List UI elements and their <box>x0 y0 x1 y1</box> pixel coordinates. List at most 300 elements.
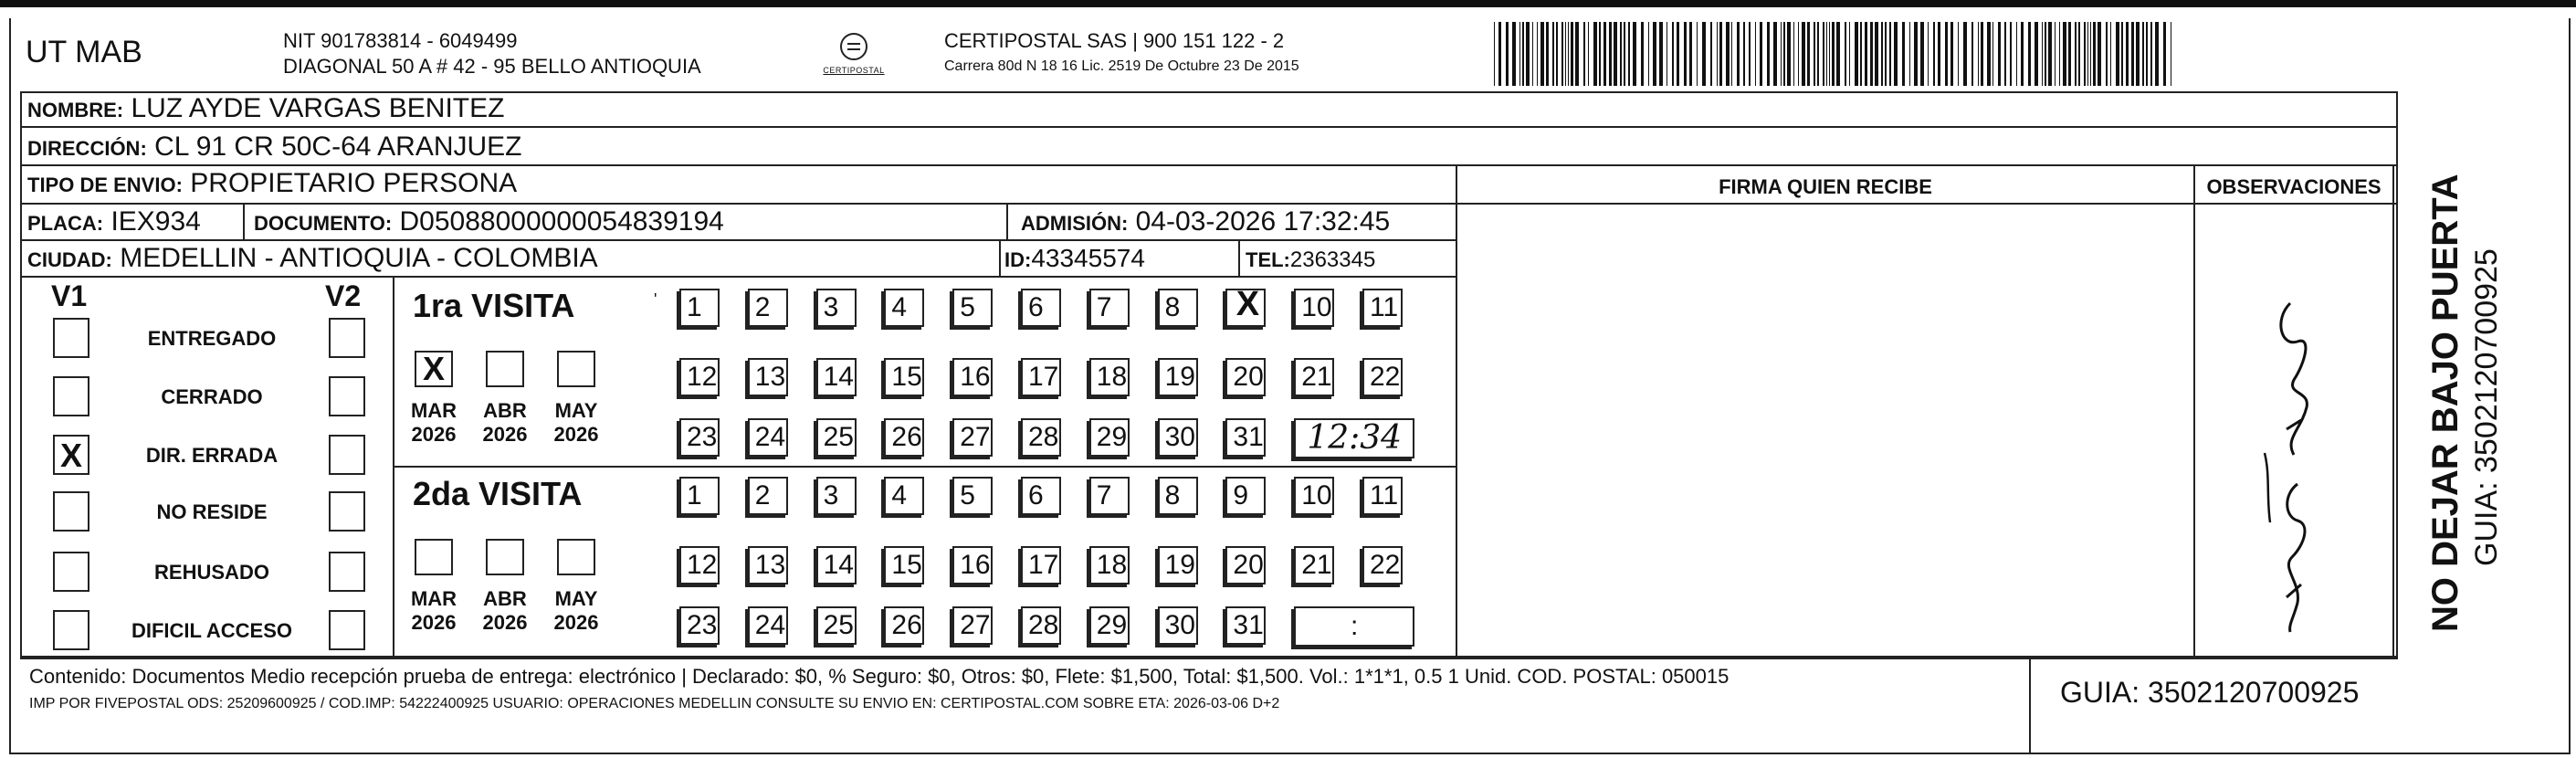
field-direccion <box>27 133 522 163</box>
barcode-bar <box>1849 22 1850 86</box>
barcode-bar <box>1633 22 1636 86</box>
field-tipo-envio <box>27 170 517 199</box>
barcode-bar <box>1532 22 1533 86</box>
v2-header: V2 <box>325 279 362 312</box>
day-box[interactable] <box>884 289 924 327</box>
barcode-bar <box>1760 22 1762 86</box>
barcode-bar <box>2016 22 2017 86</box>
check-mark: X <box>59 437 82 474</box>
day-number: 28 <box>1028 610 1059 640</box>
top-rule <box>0 0 2576 7</box>
stray-mark: ' <box>654 290 657 309</box>
barcode-bar <box>1870 22 1873 86</box>
barcode-bar <box>2131 22 2134 86</box>
field-id <box>1004 245 1145 274</box>
day-box[interactable] <box>952 418 993 457</box>
barcode-bar <box>2010 22 2012 86</box>
col-divider <box>1238 239 1240 276</box>
day-number: 4 <box>891 292 908 322</box>
day-number: 29 <box>1096 610 1128 640</box>
barcode-bar <box>1641 22 1644 86</box>
col-divider <box>2029 656 2031 753</box>
col-divider <box>1456 164 1457 658</box>
ciudad-label: CIUDAD: <box>27 248 112 271</box>
v2-checkbox[interactable] <box>329 491 365 532</box>
day-box[interactable] <box>1225 358 1266 396</box>
col-divider <box>999 239 1001 276</box>
barcode-bar <box>1817 22 1819 86</box>
month-year: 2026 <box>411 611 457 634</box>
row-divider <box>20 203 2398 205</box>
day-number: 11 <box>1370 292 1399 322</box>
check-mark: X <box>1235 285 1260 323</box>
month-checkbox[interactable] <box>557 351 595 387</box>
barcode-bar <box>1889 22 1891 86</box>
barcode-bar <box>1710 22 1712 86</box>
barcode-bar <box>2028 22 2031 86</box>
barcode-bar <box>2116 22 2119 86</box>
col-divider <box>393 276 394 658</box>
barcode-bar <box>1978 22 1979 86</box>
direccion-value: CL 91 CR 50C-64 ARANJUEZ <box>154 132 522 162</box>
month-label: ABR <box>483 399 527 422</box>
barcode-bar <box>1575 22 1579 86</box>
barcode-bar <box>1537 22 1538 86</box>
barcode-bar <box>1556 22 1558 86</box>
day-number: 15 <box>891 362 922 392</box>
day-number: 26 <box>891 422 922 452</box>
barcode-bar <box>1519 22 1520 86</box>
barcode-bar <box>1614 22 1617 86</box>
barcode-bar <box>1743 22 1745 86</box>
documento-label: DOCUMENTO: <box>254 212 393 235</box>
day-number: 17 <box>1028 362 1059 392</box>
day-box[interactable] <box>1225 477 1266 515</box>
barcode-bar <box>2059 22 2060 86</box>
v2-checkbox[interactable] <box>329 435 365 475</box>
day-box[interactable] <box>884 358 924 396</box>
row-divider <box>20 164 2398 166</box>
day-box[interactable] <box>884 477 924 515</box>
barcode-bar <box>1814 22 1815 86</box>
barcode-bar <box>1971 22 1973 86</box>
col-divider <box>2193 164 2195 658</box>
month-checkbox[interactable] <box>415 351 453 387</box>
day-number: 14 <box>823 550 854 580</box>
day-box[interactable] <box>679 358 720 396</box>
day-box[interactable] <box>1362 477 1403 515</box>
day-number: 8 <box>1164 480 1181 511</box>
nombre-label: NOMBRE: <box>27 99 124 121</box>
barcode-bar <box>2004 22 2006 86</box>
status-label: REHUSADO <box>154 561 269 584</box>
visit2-title: 2da VISITA <box>413 475 583 512</box>
day-number: 13 <box>754 362 786 392</box>
day-number: 22 <box>1370 550 1401 580</box>
day-box[interactable] <box>748 418 788 457</box>
day-box[interactable] <box>1021 418 1061 457</box>
day-box[interactable] <box>1089 418 1130 457</box>
barcode-bar <box>1958 22 1959 86</box>
barcode-bar <box>1836 22 1840 86</box>
day-number: 28 <box>1028 422 1059 452</box>
barcode-bar <box>2042 22 2043 86</box>
footer-guia: GUIA: 3502120700925 <box>2060 676 2360 709</box>
day-box[interactable] <box>1089 289 1130 327</box>
barcode-bar <box>1583 22 1585 86</box>
barcode-bar <box>1885 22 1887 86</box>
barcode-bar <box>1950 22 1953 86</box>
barcode-bar <box>1506 22 1509 86</box>
tipo-envio-value: PROPIETARIO PERSONA <box>190 168 518 198</box>
day-box[interactable] <box>1225 285 1266 327</box>
day-box[interactable] <box>679 546 720 584</box>
barcode-bar <box>2142 22 2144 86</box>
barcode-bar <box>1894 22 1898 86</box>
day-number: 9 <box>1233 480 1249 511</box>
month-year: 2026 <box>482 611 528 634</box>
documento-value: D05088000000054839194 <box>399 206 724 237</box>
barcode-bar <box>1697 22 1698 86</box>
day-number: 5 <box>960 480 975 511</box>
day-box[interactable] <box>1021 477 1061 515</box>
barcode-bar <box>1781 22 1782 86</box>
barcode-bar <box>2150 22 2152 86</box>
day-number: 3 <box>823 480 839 511</box>
day-box[interactable] <box>1089 358 1130 396</box>
barcode-bar <box>1571 22 1573 86</box>
day-box[interactable] <box>816 477 857 515</box>
barcode <box>1494 22 2177 86</box>
day-number: 17 <box>1028 550 1059 580</box>
day-box[interactable] <box>816 289 857 327</box>
day-box[interactable] <box>1294 546 1334 584</box>
day-number: 11 <box>1370 480 1399 511</box>
barcode-bar <box>1981 22 1983 86</box>
day-box[interactable] <box>1021 289 1061 327</box>
day-box[interactable] <box>884 418 924 457</box>
day-box[interactable] <box>1158 358 1198 396</box>
carrier-name: CERTIPOSTAL SAS | 900 151 122 - 2 <box>944 29 1285 52</box>
barcode-bar <box>1855 22 1858 86</box>
day-number: 23 <box>687 610 718 640</box>
handwritten-observation <box>2210 292 2356 639</box>
v2-checkbox[interactable] <box>329 610 365 650</box>
day-box[interactable] <box>952 358 993 396</box>
day-number: 26 <box>891 610 922 640</box>
barcode-bar <box>1881 22 1883 86</box>
status-label: NO RESIDE <box>156 500 268 523</box>
placa-value: IEX934 <box>110 206 201 237</box>
month-label: ABR <box>483 587 527 610</box>
carrier-license: Carrera 80d N 18 16 Lic. 2519 De Octubre 23 De 2015 <box>944 58 1299 74</box>
barcode-bar <box>2090 22 2091 86</box>
nombre-value: LUZ AYDE VARGAS BENITEZ <box>131 93 505 123</box>
id-value: 43345574 <box>1031 244 1145 272</box>
day-box[interactable] <box>1158 606 1198 645</box>
barcode-bar <box>1938 22 1940 86</box>
barcode-bar <box>1902 22 1905 86</box>
barcode-bar <box>2136 22 2140 86</box>
barcode-bar <box>1659 22 1663 86</box>
month-year: 2026 <box>553 611 599 634</box>
row-divider <box>20 239 1457 241</box>
day-number: 10 <box>1301 292 1332 322</box>
barcode-bar <box>1933 22 1935 86</box>
tel-label: TEL: <box>1246 248 1290 271</box>
month-checkbox[interactable] <box>557 539 595 575</box>
barcode-bar <box>1702 22 1706 86</box>
tel-value: 2363345 <box>1289 247 1376 272</box>
field-placa <box>27 208 201 237</box>
day-number: 24 <box>754 422 786 452</box>
company-address: DIAGONAL 50 A # 42 - 95 BELLO ANTIOQUIA <box>283 55 701 78</box>
day-number: 14 <box>823 362 854 392</box>
time-field[interactable]: : <box>1294 606 1414 647</box>
side-text <box>2400 110 2576 639</box>
day-number: 31 <box>1233 610 1264 640</box>
row-divider <box>20 126 2398 128</box>
barcode-bar <box>1677 22 1679 86</box>
day-number: 31 <box>1233 422 1264 452</box>
day-number: 10 <box>1301 480 1332 511</box>
day-number: 27 <box>960 610 991 640</box>
day-number: 5 <box>960 292 975 322</box>
day-number: 24 <box>754 610 786 640</box>
month-year: 2026 <box>482 423 528 446</box>
barcode-bar <box>1787 22 1791 86</box>
day-box[interactable] <box>1225 606 1266 645</box>
day-number: 16 <box>960 362 991 392</box>
day-box[interactable] <box>1089 606 1130 645</box>
company-name: UT MAB <box>26 35 142 69</box>
footer-divider <box>20 656 2398 658</box>
day-box[interactable] <box>884 546 924 584</box>
day-number: 18 <box>1096 550 1128 580</box>
day-number: 27 <box>960 422 991 452</box>
day-box[interactable] <box>1294 358 1334 396</box>
day-box[interactable] <box>1225 546 1266 584</box>
day-number: 2 <box>754 480 771 511</box>
day-number: 13 <box>754 550 786 580</box>
barcode-bar <box>1829 22 1830 86</box>
barcode-bar <box>1568 22 1569 86</box>
v2-checkbox[interactable] <box>329 376 365 416</box>
barcode-bar <box>1561 22 1563 86</box>
day-number: 21 <box>1301 550 1332 580</box>
barcode-bar <box>1987 22 1991 86</box>
barcode-bar <box>1731 22 1732 86</box>
footer-imp: IMP POR FIVEPOSTAL ODS: 25209600925 / COD.IMP: 54222400925 USUARIO: OPERACIONES MEDELLIN CONSULTE SU ENVIO EN: CERTIPOSTAL.COM SOBRE ETA: 2026-03-06 D+2 <box>29 696 1280 711</box>
day-box[interactable] <box>1021 358 1061 396</box>
barcode-bar <box>2146 22 2148 86</box>
footer-content: Contenido: Documentos Medio recepción prueba de entrega: electrónico | Declarado: $0, % Seguro: $0, Otros: $0, Flete: $1,500, Total: $1,500. Vol.: 1*1*1, 0.5 1 Unid. COD. POSTAL: 050015 <box>29 665 1730 688</box>
day-box[interactable] <box>1089 477 1130 515</box>
day-box[interactable] <box>1362 289 1403 327</box>
day-box[interactable] <box>1158 418 1198 457</box>
barcode-bar <box>1689 22 1692 86</box>
status-label: DIR. ERRADA <box>145 444 279 467</box>
day-box[interactable] <box>679 289 720 327</box>
barcode-bar <box>1802 22 1805 86</box>
day-box[interactable] <box>1362 358 1403 396</box>
logo-caption: CERTIPOSTAL <box>823 66 885 75</box>
barcode-bar <box>1653 22 1656 86</box>
day-box[interactable] <box>1158 477 1198 515</box>
field-ciudad <box>27 245 598 274</box>
placa-label: PLACA: <box>27 212 104 235</box>
barcode-bar <box>1998 22 2001 86</box>
barcode-bar <box>1552 22 1554 86</box>
day-box[interactable] <box>748 358 788 396</box>
barcode-bar <box>1963 22 1967 86</box>
barcode-bar <box>1823 22 1824 86</box>
day-box[interactable] <box>1294 289 1334 327</box>
field-nombre <box>27 95 504 124</box>
month-label: MAY <box>554 399 598 422</box>
day-box[interactable] <box>952 477 993 515</box>
day-number: 25 <box>823 610 854 640</box>
barcode-bar <box>1726 22 1730 86</box>
month-year: 2026 <box>553 423 599 446</box>
barcode-bar <box>1593 22 1597 86</box>
certipostal-logo <box>820 33 888 82</box>
barcode-bar <box>1494 22 1495 86</box>
day-box[interactable] <box>816 418 857 457</box>
day-box[interactable] <box>816 546 857 584</box>
barcode-bar <box>2121 22 2123 86</box>
day-box[interactable] <box>679 606 720 645</box>
barcode-bar <box>1992 22 1993 86</box>
day-number: 22 <box>1370 362 1401 392</box>
admision-label: ADMISIÓN: <box>1021 212 1129 235</box>
day-box[interactable] <box>1158 289 1198 327</box>
barcode-bar <box>2163 22 2166 86</box>
barcode-bar <box>1620 22 1622 86</box>
day-number: 15 <box>891 550 922 580</box>
month-label: MAR <box>410 587 457 610</box>
barcode-bar <box>1807 22 1810 86</box>
barcode-bar <box>1498 22 1501 86</box>
barcode-bar <box>1832 22 1835 86</box>
certipostal-emblem-icon <box>840 33 867 60</box>
barcode-bar <box>1628 22 1630 86</box>
barcode-bar <box>2068 22 2071 86</box>
barcode-bar <box>2093 22 2096 86</box>
barcode-bar <box>1826 22 1827 86</box>
barcode-bar <box>2078 22 2080 86</box>
day-box[interactable] <box>952 546 993 584</box>
barcode-bar <box>1737 22 1740 86</box>
day-number: 1 <box>687 480 702 511</box>
barcode-bar <box>1909 22 1910 86</box>
day-box[interactable] <box>1021 606 1061 645</box>
day-box[interactable] <box>748 477 788 515</box>
col-divider <box>243 203 245 241</box>
field-admision <box>1021 208 1390 237</box>
day-box[interactable] <box>1158 546 1198 584</box>
barcode-bar <box>1928 22 1929 86</box>
row-divider <box>20 276 1457 278</box>
direccion-label: DIRECCIÓN: <box>27 137 147 160</box>
day-box[interactable] <box>748 606 788 645</box>
month-year: 2026 <box>411 423 457 446</box>
day-number: 1 <box>687 292 702 322</box>
company-nit: NIT 901783814 - 6049499 <box>283 29 518 52</box>
day-number: 30 <box>1164 610 1195 640</box>
barcode-bar <box>1865 22 1867 86</box>
day-box[interactable] <box>884 606 924 645</box>
barcode-bar <box>1749 22 1751 86</box>
day-number: 7 <box>1096 292 1112 322</box>
month-checkbox[interactable] <box>486 351 524 387</box>
day-number: 29 <box>1096 422 1128 452</box>
day-box[interactable] <box>748 289 788 327</box>
day-box[interactable] <box>1021 546 1061 584</box>
barcode-bar <box>2110 22 2111 86</box>
day-number: 18 <box>1096 362 1128 392</box>
barcode-bar <box>1773 22 1777 86</box>
status-label: CERRADO <box>161 385 263 408</box>
barcode-bar <box>1672 22 1674 86</box>
day-number: 12 <box>687 362 718 392</box>
month-checkbox[interactable] <box>415 539 453 575</box>
barcode-bar <box>2084 22 2086 86</box>
day-box[interactable] <box>816 358 857 396</box>
day-number: 20 <box>1233 362 1264 392</box>
barcode-bar <box>1945 22 1948 86</box>
day-number: 3 <box>823 292 839 322</box>
month-checkbox[interactable] <box>486 539 524 575</box>
day-number: 20 <box>1233 550 1264 580</box>
barcode-bar <box>1793 22 1794 86</box>
day-box[interactable] <box>952 606 993 645</box>
day-box[interactable] <box>679 477 720 515</box>
day-box[interactable] <box>679 418 720 457</box>
barcode-bar <box>1920 22 1924 86</box>
barcode-bar <box>2063 22 2066 86</box>
barcode-bar <box>1798 22 1799 86</box>
barcode-bar <box>1767 22 1770 86</box>
day-number: 6 <box>1028 480 1044 511</box>
observaciones-header: OBSERVACIONES <box>2206 175 2381 198</box>
check-mark: X <box>422 350 445 387</box>
barcode-bar <box>1845 22 1846 86</box>
day-box[interactable] <box>1294 477 1334 515</box>
side-guia: GUIA: 3502120700925 <box>2469 248 2504 566</box>
status-label: ENTREGADO <box>147 327 277 350</box>
day-number: 21 <box>1301 362 1332 392</box>
v2-checkbox[interactable] <box>329 318 365 358</box>
barcode-bar <box>2155 22 2159 86</box>
col-divider <box>1006 203 1008 241</box>
barcode-bar <box>1860 22 1862 86</box>
ciudad-value: MEDELLIN - ANTIOQUIA - COLOMBIA <box>120 243 598 273</box>
day-box[interactable] <box>816 606 857 645</box>
month-label: MAY <box>554 587 598 610</box>
time-field[interactable]: 12:34 <box>1294 418 1414 458</box>
barcode-bar <box>1565 22 1566 86</box>
day-number: 12 <box>687 550 718 580</box>
day-box[interactable] <box>748 546 788 584</box>
day-box[interactable] <box>1362 546 1403 584</box>
v1-header: V1 <box>51 279 88 312</box>
barcode-bar <box>2126 22 2129 86</box>
day-box[interactable] <box>1089 546 1130 584</box>
v2-checkbox[interactable] <box>329 552 365 592</box>
day-box[interactable] <box>952 289 993 327</box>
day-box[interactable] <box>1225 418 1266 457</box>
